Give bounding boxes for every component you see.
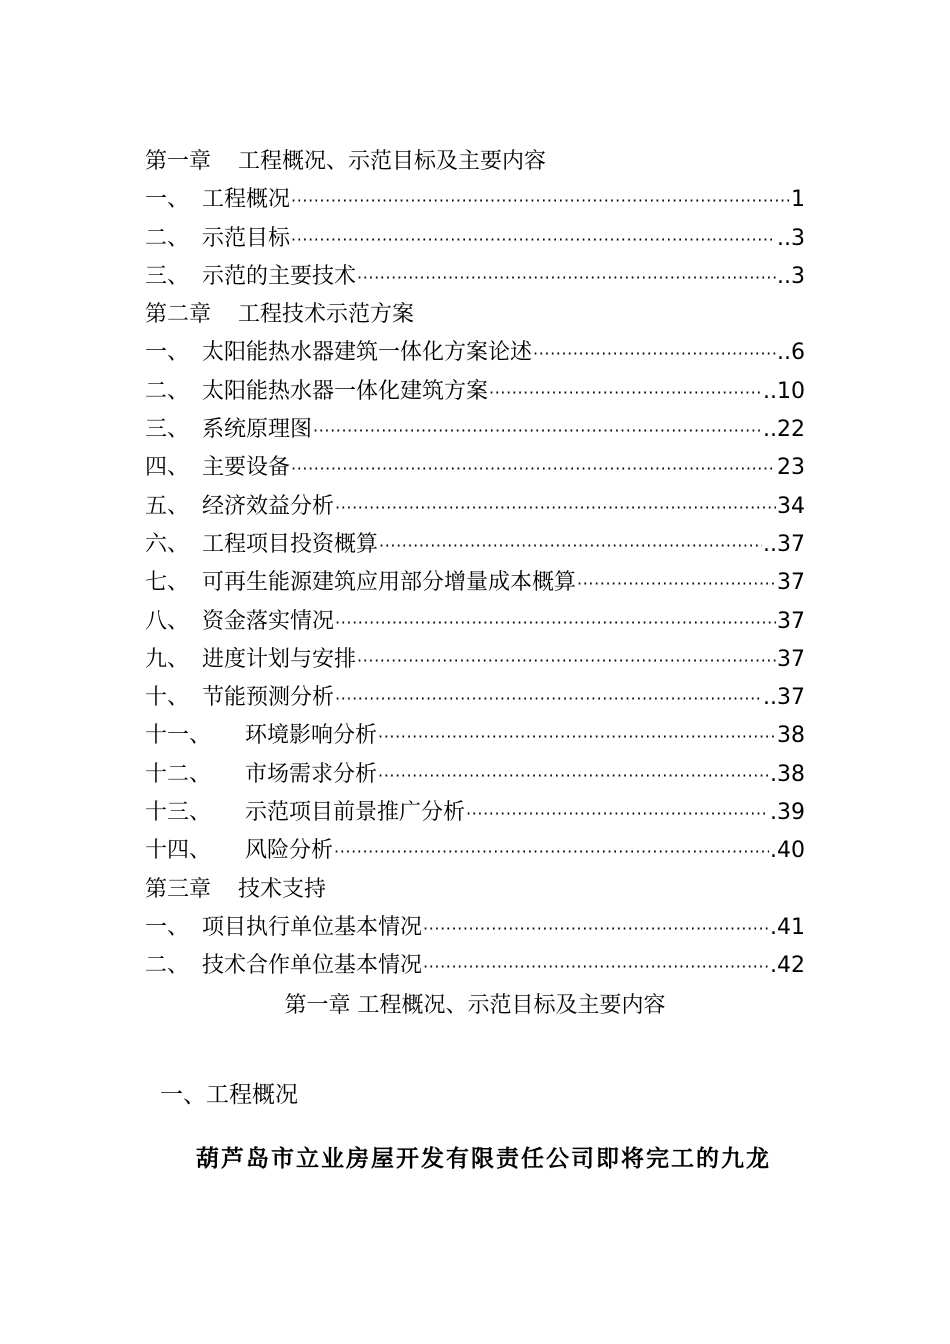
toc-entry-title: 资金落实情况 [202, 608, 335, 634]
toc-dot-leader [291, 450, 776, 488]
toc-entry-title: 环境影响分析 [245, 723, 378, 749]
toc-dot-leader [334, 833, 769, 871]
toc-page-number: ..10 [763, 378, 805, 404]
toc-entry-row [145, 717, 805, 755]
toc-entry-number: 第三章 [145, 876, 212, 902]
toc-entry-number: 十二、 [145, 761, 212, 787]
toc-page-number: 37 [777, 608, 805, 634]
toc-page-number: .41 [770, 914, 805, 940]
toc-entry-number: 十三、 [145, 800, 212, 826]
toc-dot-leader [313, 412, 762, 450]
toc-page-number: 34 [777, 493, 805, 519]
toc-page-number: ..3 [777, 225, 805, 251]
toc-entry-title: 太阳能热水器一体化建筑方案 [202, 378, 489, 404]
toc-page-number: ..3 [777, 263, 805, 289]
toc-entry-title: 进度计划与安排 [202, 646, 357, 672]
toc-entry-title: 经济效益分析 [202, 493, 335, 519]
toc-entry-row [145, 258, 805, 296]
toc-entry-row [145, 756, 805, 794]
toc-entry-number: 四、 [145, 455, 190, 481]
toc-entry-number: 三、 [145, 417, 190, 443]
toc-dot-leader [378, 757, 769, 795]
toc-page-number: 37 [777, 646, 805, 672]
toc-entry-title: 系统原理图 [202, 417, 313, 443]
chapter-heading: 第一章 工程概况、示范目标及主要内容 [284, 993, 666, 1018]
toc-page-number: .38 [770, 761, 805, 787]
toc-chapter-row [145, 871, 805, 909]
toc-page-number: 1 [791, 187, 805, 213]
toc-dot-leader [291, 182, 790, 220]
toc-entry-title: 风险分析 [245, 838, 334, 864]
toc-entry-number: 三、 [145, 263, 190, 289]
toc-dot-leader [533, 335, 776, 373]
toc-entry-number: 二、 [145, 225, 190, 251]
toc-entry-row [145, 947, 805, 985]
toc-entry-number: 七、 [145, 570, 190, 596]
toc-entry-row [145, 832, 805, 870]
toc-entry-number: 六、 [145, 531, 190, 557]
toc-entry-row [145, 679, 805, 717]
toc-entry-number: 第一章 [145, 149, 212, 174]
toc-entry-number: 十一、 [145, 723, 212, 749]
section-heading: 一、工程概况 [160, 1082, 298, 1108]
toc-page-number: .40 [770, 838, 805, 864]
toc-page-number: 38 [777, 723, 805, 749]
toc-entry-title: 主要设备 [202, 455, 291, 481]
toc-dot-leader [423, 948, 769, 986]
toc-entry-number: 二、 [145, 378, 190, 404]
toc-entry-title: 技术支持 [238, 876, 327, 902]
toc-entry-row [145, 373, 805, 411]
toc-entry-title: 工程概况、示范目标及主要内容 [238, 149, 547, 174]
toc-entry-number: 一、 [145, 187, 190, 213]
toc-dot-leader [357, 642, 776, 680]
toc-page-number: 37 [777, 570, 805, 596]
toc-entry-number: 五、 [145, 493, 190, 519]
toc-dot-leader [489, 374, 762, 412]
toc-entry-title: 可再生能源建筑应用部分增量成本概算 [202, 570, 577, 596]
toc-page-number: ..37 [763, 685, 805, 711]
toc-page-number: ..6 [777, 340, 805, 366]
toc-entry-number: 十四、 [145, 838, 212, 864]
body-paragraph: 葫芦岛市立业房屋开发有限责任公司即将完工的九龙 [196, 1145, 771, 1172]
toc-entry-row [145, 909, 805, 947]
toc-entry-number: 九、 [145, 646, 190, 672]
toc-entry-row [145, 449, 805, 487]
toc-entry-title: 工程技术示范方案 [238, 302, 415, 328]
toc-entry-row [145, 526, 805, 564]
toc-entry-number: 二、 [145, 953, 190, 979]
toc-entry-title: 技术合作单位基本情况 [202, 953, 423, 979]
toc-entry-number: 一、 [145, 914, 190, 940]
toc-dot-leader [466, 795, 769, 833]
toc-entry-row [145, 641, 805, 679]
toc-entry-title: 示范项目前景推广分析 [245, 800, 466, 826]
toc-entry-title: 太阳能热水器建筑一体化方案论述 [202, 340, 533, 366]
toc-entry-number: 八、 [145, 608, 190, 634]
toc-entry-title: 工程概况 [202, 187, 291, 213]
toc-dot-leader [423, 910, 769, 948]
toc-dot-leader [378, 718, 776, 756]
toc-page-number: .39 [770, 800, 805, 826]
toc-entry-title: 项目执行单位基本情况 [202, 914, 423, 940]
toc-dot-leader [379, 527, 762, 565]
toc-entry-title: 示范目标 [202, 225, 291, 251]
toc-dot-leader [291, 221, 776, 259]
table-of-contents [145, 143, 805, 986]
toc-chapter-row [145, 143, 805, 181]
toc-entry-row [145, 220, 805, 258]
toc-entry-title: 市场需求分析 [245, 761, 378, 787]
toc-entry-title: 节能预测分析 [202, 685, 335, 711]
toc-entry-row [145, 334, 805, 372]
toc-page-number: ..22 [763, 417, 805, 443]
toc-page-number: ..37 [763, 531, 805, 557]
toc-entry-row [145, 564, 805, 602]
toc-entry-row [145, 488, 805, 526]
toc-entry-number: 第二章 [145, 302, 212, 328]
toc-entry-row [145, 411, 805, 449]
toc-entry-title: 示范的主要技术 [202, 263, 357, 289]
toc-chapter-row [145, 296, 805, 334]
toc-dot-leader [335, 604, 776, 642]
toc-entry-number: 十、 [145, 685, 190, 711]
toc-page-number: 23 [777, 455, 805, 481]
toc-page-number: .42 [770, 953, 805, 979]
toc-dot-leader [357, 259, 776, 297]
toc-dot-leader [577, 565, 776, 603]
toc-entry-row [145, 794, 805, 832]
toc-dot-leader [335, 680, 762, 718]
toc-entry-row [145, 181, 805, 219]
toc-entry-number: 一、 [145, 340, 190, 366]
toc-entry-title: 工程项目投资概算 [202, 531, 379, 557]
toc-entry-row [145, 603, 805, 641]
toc-dot-leader [335, 489, 776, 527]
